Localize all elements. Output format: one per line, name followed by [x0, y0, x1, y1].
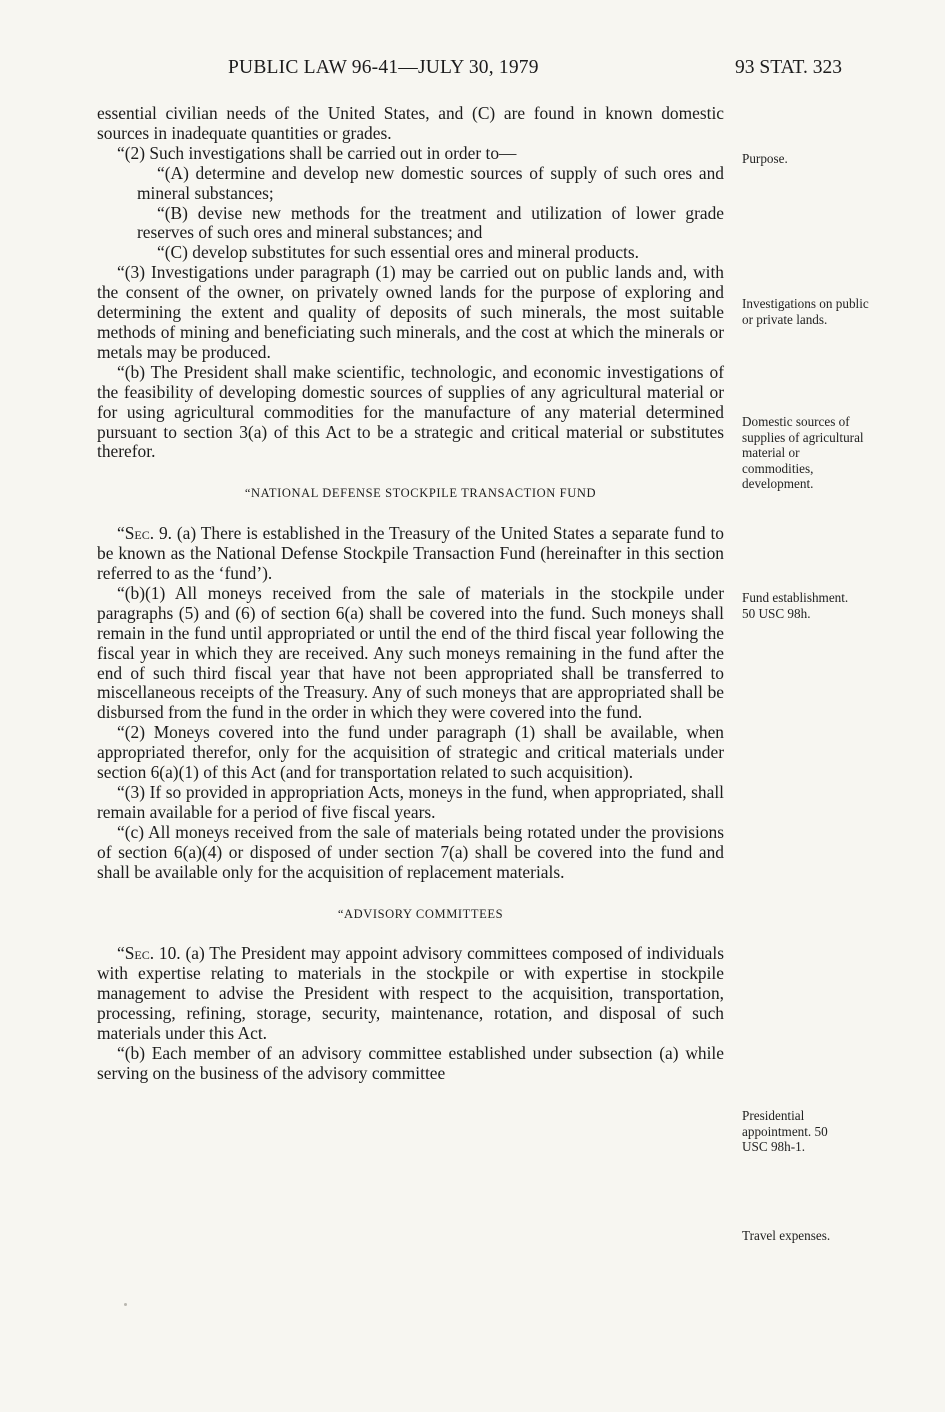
section-9-paragraph-b1: “(b)(1) All moneys received from the sale of materials in the stockpile under paragraphs (5) and (6) of section 6(a) shall be covered into the fund. Such moneys shall remain in the fund until appropriated or until the end of the third fiscal year following the fiscal year in which they are received. Any such moneys remaining in the fund after the end of such third fiscal year that have not been appropriated shall be transferred to miscellaneous receipts of the Treasury. Any of such moneys that are appropriated shall be disbursed from the fund in the order in which they were covered into the fund.: [97, 582, 724, 723]
paragraph-3: “(3) Investigations under paragraph (1) may be carried out on public lands and, with the consent of the owner, on privately owned lands for the purpose of exploring and determining the extent and quality of deposits of such minerals, the most suitable methods of mining and beneficiating such minerals, and the cost at which the minerals or metals may be produced.: [97, 262, 724, 362]
paragraph-2b: “(B) devise new methods for the treatment and utilization of lower grade reserves of such ores and mineral substances; and: [137, 202, 724, 243]
margin-note-presidential-appointment: Presidential appointment. 50 USC 98h-1.: [742, 1108, 828, 1154]
paragraph-b: “(b) The President shall make scientific, technologic, and economic investigations of the feasibility of developing domestic sources of supplies of any agricultural material or for using agricultural commodities for the manufacture of any material determined pursuant to section 3(a) of this Act to be a strategic and critical material or substitutes therefor.: [97, 361, 724, 462]
section-9-paragraph-c: “(c) All moneys received from the sale of materials being rotated under the provisions of section 6(a)(4) or disposed of under section 7(a) shall be covered into the fund and shall be available only for the acquisition of replacement materials.: [97, 821, 724, 882]
margin-note-fund-establishment: Fund establishment. 50 USC 98h.: [742, 590, 849, 621]
section-9-a-text: (a) There is established in the Treasury of the United States a separate fund to be known as the National Defense Stockpile Transaction Fund (hereinafter in this section referred to as the ‘fund’).: [97, 523, 724, 584]
section-10-label: “Sec. 10.: [117, 943, 181, 964]
section-10-a-text: (a) The President may appoint advisory committees composed of individuals with expertise relating to materials in the stockpile or with expertise in stockpile management to advise the President with respect to the acquisition, transportation, processing, refining, storage, security, maintenance, rotation, and disposal of such materials under this Act.: [97, 943, 724, 1044]
section-heading-advisory: “ADVISORY COMMITTEES: [337, 906, 504, 921]
stray-mark: [124, 1303, 127, 1306]
section-heading-stockpile-fund: “NATIONAL DEFENSE STOCKPILE TRANSACTION FUND: [244, 486, 597, 501]
paragraph-continuation: essential civilian needs of the United States, and (C) are found in known domestic sources in inadequate quantities or grades.: [97, 103, 724, 143]
running-header-title: PUBLIC LAW 96-41—JULY 30, 1979: [228, 57, 539, 78]
paragraph-2a: “(A) determine and develop new domestic sources of supply of such ores and mineral substances;: [137, 162, 724, 203]
section-9-label: “Sec. 9.: [117, 523, 172, 544]
section-10-paragraph-b: “(b) Each member of an advisory committee established under subsection (a) while serving on the business of the advisory committee: [97, 1042, 724, 1083]
margin-note-travel-expenses: Travel expenses.: [742, 1228, 831, 1243]
paragraph-2: “(2) Such investigations shall be carried out in order to—: [117, 142, 517, 163]
margin-note-purpose: Purpose.: [742, 151, 788, 166]
statute-page-number: 93 STAT. 323: [735, 57, 842, 78]
section-9-paragraph-b2: “(2) Moneys covered into the fund under paragraph (1) shall be available, when appropriated therefor, only for the acquisition of strategic and critical materials under section 6(a)(1) of this Act (and for transportation related to such acquisition).: [97, 722, 724, 783]
section-9-paragraph-b3: “(3) If so provided in appropriation Acts, moneys in the fund, when appropriated, shall remain available for a period of five fiscal years.: [97, 782, 724, 822]
margin-note-domestic-sources: Domestic sources of supplies of agricultural material or commodities, development.: [742, 414, 864, 491]
paragraph-2c: “(C) develop substitutes for such essential ores and mineral products.: [157, 242, 639, 263]
section-9-paragraph-a: [97, 524, 724, 584]
margin-note-investigations: Investigations on public or private lands.: [742, 296, 869, 327]
main-text-column: [97, 104, 724, 1084]
section-10-paragraph-a: [97, 944, 724, 1044]
